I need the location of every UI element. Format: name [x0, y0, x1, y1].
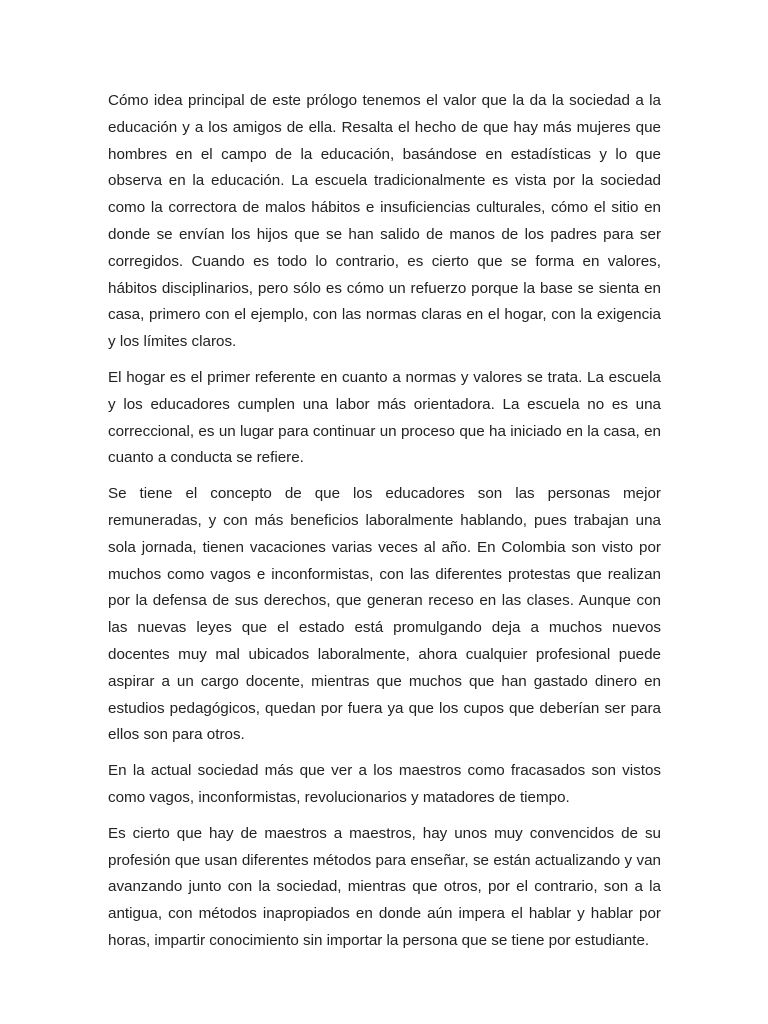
- paragraph-3: Se tiene el concepto de que los educadores son las personas mejor remuneradas, y con más beneficios laboralmente hablando, pues trabajan una sola jornada, tienen vacaciones varias veces al año. En Colombia son visto por muchos como vagos e inconformistas, con las diferentes protestas que realizan por la defensa de sus derechos, que generan receso en las clases. Aunque con las nuevas leyes que el estado está promulgando deja a muchos nuevos docentes muy mal ubicados laboralmente, ahora cualquier profesional puede aspirar a un cargo docente, mientras que muchos que han gastado dinero en estudios pedagógicos, quedan por fuera ya que los cupos que deberían ser para ellos son para otros.: [108, 485, 661, 744]
- paragraph-4: En la actual sociedad más que ver a los maestros como fracasados son vistos como vagos, inconformistas, revolucionarios y matadores de tiempo.: [108, 762, 661, 806]
- paragraph-1: Cómo idea principal de este prólogo tenemos el valor que la da la sociedad a la educación y a los amigos de ella. Resalta el hecho de que hay más mujeres que hombres en el campo de la educación, basándose en estadísticas y lo que observa en la educación. La escuela tradicionalmente es vista por la sociedad como la correctora de malos hábitos e insuficiencias culturales, cómo el sitio en donde se envían los hijos que se han salido de manos de los padres para ser corregidos. Cuando es todo lo contrario, es cierto que se forma en valores, hábitos disciplinarios, pero sólo es cómo un refuerzo porque la base se sienta en casa, primero con el ejemplo, con las normas claras en el hogar, con la exigencia y los límites claros.: [108, 92, 661, 351]
- paragraph-2: El hogar es el primer referente en cuanto a normas y valores se trata. La escuela y los educadores cumplen una labor más orientadora. La escuela no es una correccional, es un lugar para continuar un proceso que ha iniciado en la casa, en cuanto a conducta se refiere.: [108, 368, 661, 467]
- paragraph-5: Es cierto que hay de maestros a maestros, hay unos muy convencidos de su profesión que usan diferentes métodos para enseñar, se están actualizando y van avanzando junto con la sociedad, mientras que otros, por el contrario, son a la antigua, con métodos inapropiados en donde aún impera el hablar y hablar por horas, impartir conocimiento sin importar la persona que se tiene por estudiante.: [108, 824, 661, 949]
